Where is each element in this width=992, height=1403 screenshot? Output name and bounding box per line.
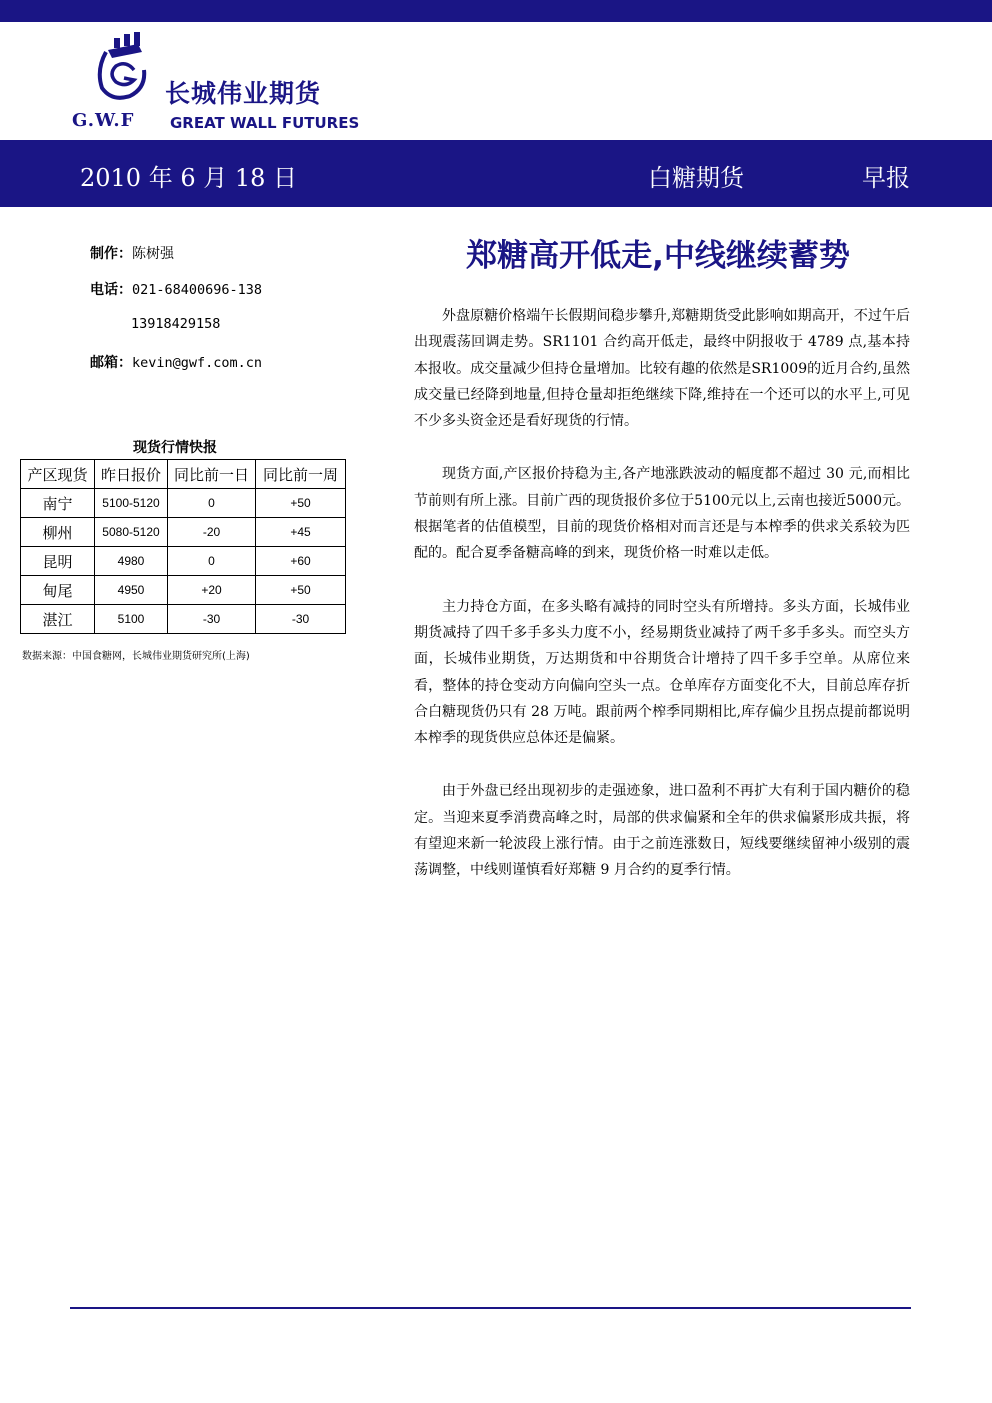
paragraph-spot-market: 现货方面,产区报价持稳为主,各产地涨跌波动的幅度都不超过 30 元,而相比节前则有所上涨。目前广西的现货报价多位于5100元以上,云南也接近5000元。根据笔者的估值模型，目前的现货价格相对而言还是与本榨季的供求关系较为匹配的。配合夏季备糖高峰的到来，现货价格一时难以走低。: [414, 466, 910, 562]
top-bar: [0, 0, 992, 22]
author-line: 制作：陈树强: [90, 246, 174, 262]
cell-day-change: -30: [168, 605, 256, 634]
email-address[interactable]: kevin@gwf.com.cn: [132, 355, 263, 371]
cell-week-change: +45: [256, 518, 346, 547]
mobile-number: 13918429158: [131, 316, 221, 332]
cell-day-change: 0: [168, 547, 256, 576]
mobile-line: [131, 316, 220, 332]
email-line: 邮箱：kevin@gwf.com.cn: [90, 355, 263, 371]
cell-week-change: -30: [256, 605, 346, 634]
cell-region: 湛江: [21, 605, 95, 634]
phone-number: 021-68400696-138: [132, 282, 263, 298]
header-band: [0, 140, 992, 207]
article-body: [414, 303, 910, 911]
cell-price: 5100: [95, 605, 168, 634]
table-row: [21, 605, 346, 634]
table-header-row: [21, 460, 346, 489]
author-label: 制作: [90, 246, 118, 262]
cell-day-change: 0: [168, 489, 256, 518]
cell-week-change: +60: [256, 547, 346, 576]
phone-line: 电话：021-68400696-138: [90, 282, 263, 298]
cell-region: 昆明: [21, 547, 95, 576]
header-week-change: 同比前一周: [256, 460, 346, 489]
report-date: 2010 年 6 月 18 日: [80, 164, 298, 192]
cell-day-change: +20: [168, 576, 256, 605]
article-title: 郑糖高开低走,中线继续蓄势: [466, 238, 850, 274]
product-name: 白糖期货: [648, 164, 744, 192]
company-name-en: GREAT WALL FUTURES: [170, 114, 360, 132]
phone-label: 电话: [90, 282, 118, 298]
logo-abbreviation: G.W.F: [72, 110, 135, 131]
report-type: 早报: [862, 164, 910, 192]
paragraph-outlook: 由于外盘已经出现初步的走强迹象，进口盈利不再扩大有利于国内糖价的稳定。当迎来夏季消费高峰之时，局部的供求偏紧和全年的供求偏紧形成共振，将有望迎来新一轮波段上涨行情。由于之前连涨数日，短线要继续留神小级别的震荡调整，中线则谨慎看好郑糖 9 月合约的夏季行情。: [414, 783, 910, 879]
cell-price: 5100-5120: [95, 489, 168, 518]
company-name-cn: 长城伟业期货: [165, 79, 322, 108]
table-row: [21, 489, 346, 518]
paragraph-positions: 主力持仓方面，在多头略有减持的同时空头有所增持。多头方面，长城伟业期货减持了四千多手多头力度不小，经易期货业减持了两千多手多头。而空头方面，长城伟业期货，万达期货和中谷期货合计增持了四千多手空单。从席位来看，整体的持仓变动方向偏向空头一点。仓单库存方面变化不大，目前总库存折合白糖现货仍只有 28 万吨。跟前两个榨季同期相比,库存偏少且拐点提前都说明本榨季的现货供应总体还是偏紧。: [414, 598, 910, 747]
cell-day-change: -20: [168, 518, 256, 547]
table-row: [21, 547, 346, 576]
cell-price: 4980: [95, 547, 168, 576]
email-label: 邮箱: [90, 355, 118, 371]
cell-region: 南宁: [21, 489, 95, 518]
cell-price: 5080-5120: [95, 518, 168, 547]
cell-region: 甸尾: [21, 576, 95, 605]
company-logo: [72, 30, 372, 140]
table-row: [21, 576, 346, 605]
table-caption: 现货行情快报: [133, 440, 217, 456]
spot-price-table: [20, 459, 346, 634]
cell-region: 柳州: [21, 518, 95, 547]
header-day-change: 同比前一日: [168, 460, 256, 489]
paragraph-overseas-market: 外盘原糖价格端午长假期间稳步攀升,郑糖期货受此影响如期高开，不过午后出现震荡回调走势。SR1101 合约高开低走，最终中阴报收于 4789 点,基本持本报收。成交量减少但持仓量增加。比较有趣的依然是SR1009的近月合约,虽然成交量已经降到地量,但持仓量却拒绝继续下降,维持在一个还可以的水平上,可见不少多头资金还是看好现货的行情。: [414, 308, 910, 430]
cell-week-change: +50: [256, 576, 346, 605]
footer-divider: [70, 1307, 911, 1309]
data-source-note: 数据来源：中国食糖网，长城伟业期货研究所(上海): [22, 651, 250, 662]
header-region: 产区现货: [21, 460, 95, 489]
great-wall-logo-icon: [86, 30, 156, 102]
cell-week-change: +50: [256, 489, 346, 518]
table-row: [21, 518, 346, 547]
cell-price: 4950: [95, 576, 168, 605]
author-name: 陈树强: [132, 246, 174, 262]
header-price: 昨日报价: [95, 460, 168, 489]
